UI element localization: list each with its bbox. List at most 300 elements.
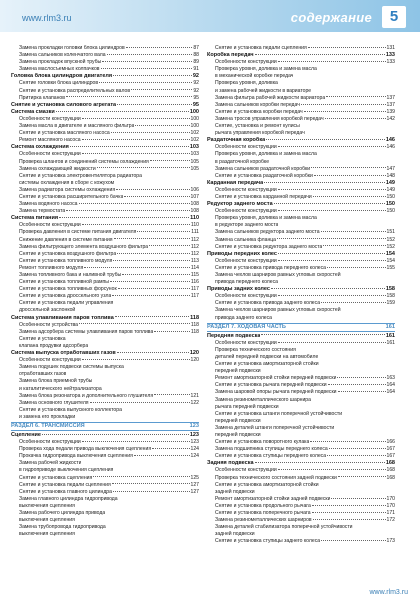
toc-entry[interactable] <box>207 517 395 524</box>
toc-entry[interactable] <box>11 187 199 194</box>
toc-entry[interactable] <box>207 496 395 503</box>
toc-entry[interactable] <box>11 80 199 87</box>
toc-entry[interactable] <box>207 446 395 453</box>
leader-dots <box>117 104 192 105</box>
leader-dots <box>124 196 189 197</box>
toc-entry-title: Замена шаровой опоры рычага передней подвески <box>215 389 337 396</box>
toc-entry[interactable] <box>11 503 199 510</box>
toc-entry-title: Ремонт масляного насоса <box>19 137 81 144</box>
toc-entry[interactable] <box>11 496 199 503</box>
leader-dots <box>118 288 190 289</box>
toc-entry-page: 147 <box>386 165 395 172</box>
toc-chapter[interactable] <box>207 286 395 293</box>
toc-entry[interactable] <box>207 123 395 130</box>
toc-entry[interactable] <box>207 354 395 361</box>
toc-entry-page: 168 <box>385 460 395 467</box>
toc-entry[interactable] <box>11 88 199 95</box>
toc-entry-title: Снятие головки блока цилиндров <box>19 80 99 87</box>
toc-entry-title: Раздаточная коробка <box>207 137 266 144</box>
toc-entry[interactable] <box>207 258 395 265</box>
leader-dots <box>274 203 385 204</box>
toc-entry[interactable] <box>207 397 395 404</box>
leader-dots <box>321 540 385 541</box>
toc-entry[interactable] <box>11 166 199 173</box>
toc-entry-title: Замена прокладки головки блока цилиндров <box>19 45 125 51</box>
toc-entry-page: 110 <box>190 215 199 222</box>
footer-url[interactable]: www.rlm3.ru <box>369 589 408 596</box>
leader-dots <box>135 125 189 126</box>
toc-entry[interactable] <box>11 293 199 300</box>
toc-entry-title: задней подвески <box>215 531 255 538</box>
toc-entry-page: 107 <box>190 193 199 200</box>
leader-dots <box>325 118 386 119</box>
toc-entry-title: в редукторе заднего моста <box>215 222 279 229</box>
toc-entry[interactable] <box>11 357 199 364</box>
toc-entry[interactable] <box>11 446 199 453</box>
toc-entry[interactable] <box>207 222 395 229</box>
toc-entry[interactable] <box>207 418 395 425</box>
toc-entry[interactable] <box>11 151 199 158</box>
toc-entry-title: Проверка уровня, доливка и замена масла <box>215 66 317 73</box>
toc-entry-title: и замена его прокладки <box>19 413 76 420</box>
toc-entry-title: Особенности конструкции <box>19 115 81 122</box>
toc-entry-page: 127 <box>190 488 199 495</box>
leader-dots <box>304 111 386 112</box>
toc-entry-page: 161 <box>386 339 395 346</box>
toc-entry[interactable] <box>207 389 395 396</box>
toc-entry[interactable] <box>11 322 199 329</box>
toc-entry[interactable] <box>11 66 199 73</box>
toc-entry[interactable] <box>11 489 199 496</box>
toc-entry[interactable] <box>207 382 395 389</box>
toc-entry-title: Карданная передача <box>207 179 264 186</box>
toc-chapter[interactable] <box>207 333 395 340</box>
toc-entry-title: Замена фильтра рабочей жидкости вариатора <box>215 94 326 101</box>
leader-dots <box>113 491 190 492</box>
toc-entry-page: 110 <box>190 222 199 229</box>
toc-entry[interactable] <box>207 361 395 368</box>
toc-entry[interactable] <box>207 166 395 173</box>
toc-entry[interactable] <box>11 272 199 279</box>
toc-entry[interactable] <box>207 45 395 52</box>
toc-entry-page: 112 <box>190 243 199 250</box>
toc-entry[interactable] <box>207 489 395 496</box>
toc-entry[interactable] <box>11 116 199 123</box>
toc-entry[interactable] <box>11 364 199 371</box>
toc-entry[interactable] <box>11 265 199 272</box>
toc-entry-title: РАЗДЕЛ 6. ТРАНСМИССИЯ <box>11 422 85 429</box>
toc-entry-title: Сцепление <box>11 431 41 438</box>
toc-entry[interactable] <box>11 222 199 229</box>
toc-entry-page: 158 <box>385 286 395 293</box>
toc-entry-title: Редуктор заднего моста <box>207 201 273 208</box>
leader-dots <box>278 189 386 190</box>
toc-entry-title: выключения сцепления <box>19 517 75 524</box>
toc-entry[interactable] <box>11 460 199 467</box>
toc-entry-title: Задняя подвеска <box>207 460 254 467</box>
toc-entry-page: 168 <box>386 474 395 481</box>
toc-entry-title: Замена трубопровода гидропривода <box>19 524 106 531</box>
toc-entry-page: 164 <box>386 389 395 396</box>
toc-entry-page: 123 <box>189 422 199 429</box>
leader-dots <box>338 391 386 392</box>
toc-entry[interactable] <box>207 531 395 538</box>
leader-dots <box>107 54 193 55</box>
toc-entry[interactable] <box>207 208 395 215</box>
toc-entry-page: 133 <box>386 59 395 66</box>
toc-entry-page: 118 <box>190 321 199 328</box>
toc-entry-title: Снятие и установка поперечного рычага <box>215 510 311 516</box>
toc-entry[interactable] <box>207 279 395 286</box>
toc-entry[interactable] <box>11 386 199 393</box>
toc-entry-title: Коробка передач <box>207 52 254 59</box>
toc-entry-page: 103 <box>189 144 199 151</box>
toc-entry[interactable] <box>207 80 395 87</box>
toc-entry-title: передней подвески <box>215 368 261 375</box>
toc-entry[interactable] <box>207 95 395 102</box>
toc-entry-page: 150 <box>385 201 395 208</box>
toc-chapter[interactable] <box>11 215 199 222</box>
toc-entry-page: 92 <box>193 80 199 87</box>
toc-entry-title: Снятие и установка рычага передней подвески <box>215 382 327 389</box>
toc-chapter[interactable] <box>207 460 395 467</box>
toc-entry-title: Снятие и установка топливного модуля <box>19 257 113 264</box>
toc-entry[interactable] <box>11 439 199 446</box>
leader-dots <box>112 483 190 484</box>
toc-entry-title: Проверка уровня, доливка <box>215 80 278 87</box>
toc-entry[interactable] <box>207 109 395 116</box>
toc-chapter[interactable] <box>11 102 199 109</box>
toc-entry[interactable] <box>11 180 199 187</box>
toc-entry-title: Приводы передних колес <box>207 250 277 257</box>
leader-dots <box>82 359 190 360</box>
toc-entry-page: 87 <box>193 45 199 51</box>
toc-entry-page: 120 <box>190 357 199 364</box>
toc-entry-title: Замена фильтрующего элемента воздушного фильтра <box>19 243 149 250</box>
toc-entry[interactable] <box>207 510 395 517</box>
toc-chapter[interactable] <box>11 350 199 357</box>
toc-entry-page: 89 <box>193 59 199 66</box>
toc-entry[interactable] <box>207 272 395 279</box>
toc-entry[interactable] <box>207 368 395 375</box>
toc-entry-page: 152 <box>386 236 395 243</box>
toc-entry[interactable] <box>11 95 199 102</box>
toc-entry-page: 133 <box>385 52 395 59</box>
toc-entry[interactable] <box>207 425 395 432</box>
toc-entry[interactable] <box>11 194 199 201</box>
toc-entry[interactable] <box>207 59 395 66</box>
toc-entry-page: 112 <box>190 250 199 257</box>
toc-entry-title: Замена тросов управления коробкой передач <box>215 115 324 122</box>
toc-entry-title: Притирка клапанов <box>19 94 65 101</box>
toc-entry[interactable] <box>11 343 199 350</box>
toc-entry[interactable] <box>11 52 199 59</box>
toc-entry-title: Снятие и установка топливной рампы <box>19 279 109 286</box>
toc-entry[interactable] <box>11 159 199 166</box>
toc-entry[interactable] <box>207 340 395 347</box>
toc-entry[interactable] <box>207 116 395 123</box>
toc-entry-title: в механической коробке передач <box>215 73 294 80</box>
leader-dots <box>42 434 189 435</box>
toc-entry-title: Особенности конструкции <box>215 144 277 151</box>
leader-dots <box>137 231 190 232</box>
site-url[interactable]: www.rlm3.ru <box>22 13 72 23</box>
toc-chapter[interactable] <box>11 144 199 151</box>
toc-entry[interactable] <box>207 307 395 314</box>
leader-dots <box>82 224 190 225</box>
toc-entry-title: Особенности конструкции <box>215 467 277 474</box>
toc-entry[interactable] <box>207 102 395 109</box>
leader-dots <box>56 111 189 112</box>
toc-entry[interactable] <box>207 215 395 222</box>
toc-entry[interactable] <box>11 45 199 52</box>
toc-entry[interactable] <box>207 229 395 236</box>
leader-dots <box>321 231 386 232</box>
toc-entry-page: 111 <box>191 229 199 236</box>
toc-entry[interactable] <box>207 144 395 151</box>
toc-entry-title: Замена подшипника ступицы переднего колеса <box>215 446 328 453</box>
leader-dots <box>113 75 192 76</box>
toc-entry[interactable] <box>207 475 395 482</box>
toc-entry-title: Снятие и установка силового агрегата <box>11 101 117 108</box>
toc-entry-title: и каталитического нейтрализатора <box>19 385 102 392</box>
toc-entry[interactable] <box>207 432 395 439</box>
toc-part-heading[interactable] <box>11 422 199 431</box>
toc-entry-title: привода переднего колеса <box>215 279 278 286</box>
toc-entry-title: Замена маслосъемных колпачков <box>19 66 100 73</box>
toc-entry[interactable] <box>11 407 199 414</box>
leader-dots <box>149 245 190 246</box>
leader-dots <box>79 323 190 324</box>
toc-entry[interactable] <box>207 151 395 158</box>
toc-entry[interactable] <box>207 503 395 510</box>
toc-entry[interactable] <box>207 244 395 251</box>
toc-entry[interactable] <box>11 517 199 524</box>
toc-entry-title: Снятие и установка педали сцепления <box>215 45 307 51</box>
toc-entry-title: Особенности конструкции <box>19 151 81 158</box>
toc-entry[interactable] <box>11 286 199 293</box>
toc-entry-title: передней подвески <box>215 431 261 438</box>
toc-entry[interactable] <box>11 137 199 144</box>
toc-entry[interactable] <box>207 73 395 80</box>
toc-entry[interactable] <box>207 237 395 244</box>
leader-dots <box>310 441 385 442</box>
toc-right-column <box>207 45 395 545</box>
toc-entry-page: 150 <box>386 208 395 215</box>
toc-entry-title: Замена чехлов шарниров равных угловых скоростей <box>215 307 341 314</box>
toc-entry-title: Снятие и установка амортизаторной стойки <box>215 481 319 488</box>
toc-entry-title: Особенности конструкции <box>215 293 277 300</box>
toc-entry[interactable] <box>207 173 395 180</box>
toc-entry-title: Замена подушек подвески системы выпуска <box>19 364 124 371</box>
toc-entry[interactable] <box>207 467 395 474</box>
toc-chapter[interactable] <box>11 432 199 439</box>
toc-entry-page: 159 <box>386 300 395 307</box>
toc-entry-title: Снятие и установка расширительного бачка <box>19 193 124 200</box>
toc-entry-title: Замена сальников коленчатого вала <box>19 52 106 59</box>
toc-entry-title: отработавших газов <box>19 371 67 378</box>
toc-entry-title: Снятие и установка распределительных валов <box>19 87 131 94</box>
toc-entry-page: 146 <box>385 137 395 144</box>
toc-entry-title: Проверка технического состояния <box>215 346 296 353</box>
toc-entry-page: 131 <box>386 45 395 51</box>
toc-entry[interactable] <box>207 404 395 411</box>
toc-entry[interactable] <box>207 130 395 137</box>
toc-entry-title: Снятие и установка дроссельного узла <box>19 293 112 300</box>
toc-entry-page: 124 <box>190 453 199 460</box>
toc-entry[interactable] <box>207 66 395 73</box>
toc-entry[interactable] <box>11 130 199 137</box>
toc-entry[interactable] <box>11 475 199 482</box>
toc-entry-title: Передняя подвеска <box>207 332 261 339</box>
leader-dots <box>314 175 386 176</box>
toc-entry-title: Прокачка гидропривода выключения сцепления <box>19 453 133 460</box>
toc-entry-title: Особенности конструкции <box>19 357 81 364</box>
leader-dots <box>99 82 192 83</box>
toc-entry-title: Особенности конструкции <box>215 339 277 346</box>
toc-entry-title: Снятие и установка топливных форсунок <box>19 286 117 293</box>
toc-entry-page: 164 <box>386 382 395 389</box>
leader-dots <box>266 139 385 140</box>
toc-entry[interactable] <box>11 279 199 286</box>
toc-chapter[interactable] <box>11 73 199 80</box>
leader-dots <box>113 260 189 261</box>
toc-entry[interactable] <box>207 439 395 446</box>
toc-entry-title: Замена блока резонатора и дополнительного глушителя <box>19 392 154 399</box>
toc-entry-title: Замена резинометаллических шарниров <box>215 517 312 524</box>
toc-entry[interactable] <box>207 482 395 489</box>
toc-entry-page: 100 <box>190 115 199 122</box>
toc-entry[interactable] <box>11 336 199 343</box>
toc-chapter[interactable] <box>207 251 395 258</box>
toc-part-heading[interactable] <box>207 323 395 332</box>
leader-dots <box>126 47 193 48</box>
toc-entry[interactable] <box>11 453 199 460</box>
toc-entry-title: дроссельной заслонкой <box>19 307 76 314</box>
toc-entry-title: Замена охлаждающей жидкости <box>19 165 96 172</box>
toc-entry-title: Замена масла в двигателе и масляного фильтра <box>19 123 135 130</box>
toc-chapter[interactable] <box>207 201 395 208</box>
toc-entry[interactable] <box>207 300 395 307</box>
toc-entry[interactable] <box>11 393 199 400</box>
leader-dots <box>82 441 190 442</box>
toc-entry-title: Замена сальников редуктора заднего моста <box>215 229 320 236</box>
toc-entry-page: 171 <box>386 510 395 516</box>
toc-chapter[interactable] <box>207 137 395 144</box>
leader-dots <box>90 402 190 403</box>
toc-entry[interactable] <box>11 482 199 489</box>
toc-entry[interactable] <box>11 201 199 208</box>
toc-entry[interactable] <box>11 300 199 307</box>
toc-entry-page: 170 <box>386 502 395 509</box>
toc-entry-title: Замена прокладок впускной трубы <box>19 59 102 66</box>
leader-dots <box>278 146 386 147</box>
toc-entry[interactable] <box>207 265 395 272</box>
toc-entry[interactable] <box>11 251 199 258</box>
toc-entry[interactable] <box>207 375 395 382</box>
toc-entry[interactable] <box>207 293 395 300</box>
toc-entry-page: 117 <box>190 286 199 293</box>
toc-entry[interactable] <box>11 400 199 407</box>
toc-entry[interactable] <box>11 371 199 378</box>
toc-entry[interactable] <box>207 194 395 201</box>
toc-entry-page: 154 <box>386 257 395 264</box>
toc-entry-title: Особенности конструкции <box>215 186 277 193</box>
toc-entry[interactable] <box>11 467 199 474</box>
toc-entry[interactable] <box>11 237 199 244</box>
toc-entry[interactable] <box>207 524 395 531</box>
toc-entry[interactable] <box>11 229 199 236</box>
leader-dots <box>326 96 385 97</box>
toc-entry[interactable] <box>11 378 199 385</box>
toc-entry-page: 100 <box>189 108 199 115</box>
toc-chapter[interactable] <box>207 52 395 59</box>
toc-entry-title: Снятие и установка редуктора заднего моста <box>215 243 323 250</box>
toc-entry[interactable] <box>207 538 395 545</box>
toc-entry-page: 105 <box>190 165 199 172</box>
toc-entry[interactable] <box>11 208 199 215</box>
toc-entry[interactable] <box>207 88 395 95</box>
toc-entry-title: и замена рабочей жидкости в вариаторе <box>215 87 312 94</box>
toc-entry[interactable] <box>11 524 199 531</box>
toc-entry-title: Проверка уровня, доливка и замена масла <box>215 215 317 222</box>
toc-entry-title: Снятие и установка штанги поперечной устойчивости <box>215 410 343 417</box>
toc-entry[interactable] <box>207 159 395 166</box>
leader-dots <box>278 342 386 343</box>
toc-entry[interactable] <box>207 411 395 418</box>
leader-dots <box>82 153 190 154</box>
leader-dots <box>278 469 386 470</box>
toc-entry[interactable] <box>11 173 199 180</box>
toc-chapter[interactable] <box>207 180 395 187</box>
toc-entry[interactable] <box>11 244 199 251</box>
toc-entry[interactable] <box>207 315 395 322</box>
toc-entry-title: Замена топливного бака и наливной трубы <box>19 272 122 278</box>
toc-entry-title: Снижение давления в системе питания <box>19 236 113 243</box>
leader-dots <box>117 253 190 254</box>
toc-entry-title: привода заднего колеса <box>215 314 272 321</box>
leader-dots <box>278 253 385 254</box>
toc-entry[interactable] <box>11 414 199 421</box>
toc-entry-title: Замена сальников раздаточной коробки <box>215 165 311 172</box>
leader-dots <box>93 476 189 477</box>
toc-entry-title: рычага управления коробкой передач <box>215 130 305 137</box>
leader-dots <box>277 238 385 239</box>
toc-entry[interactable] <box>207 187 395 194</box>
toc-entry-page: 95 <box>193 94 199 101</box>
toc-entry[interactable] <box>207 347 395 354</box>
toc-entry[interactable] <box>11 307 199 314</box>
toc-chapter[interactable] <box>11 315 199 322</box>
toc-entry[interactable] <box>11 123 199 130</box>
toc-entry-title: Проверка технического состояния задней подвески <box>215 474 337 481</box>
toc-chapter[interactable] <box>11 109 199 116</box>
leader-dots <box>255 54 385 55</box>
toc-entry-page: 172 <box>386 517 395 524</box>
toc-entry-title: РАЗДЕЛ 7. ХОДОВАЯ ЧАСТЬ <box>207 323 286 330</box>
toc-entry-title: Замена основного глушителя <box>19 399 89 406</box>
toc-entry[interactable] <box>11 510 199 517</box>
toc-entry[interactable] <box>11 59 199 66</box>
leader-dots <box>110 281 190 282</box>
leader-dots <box>261 334 384 335</box>
leader-dots <box>278 210 386 211</box>
toc-entry[interactable] <box>11 531 199 538</box>
toc-entry[interactable] <box>207 453 395 460</box>
toc-entry[interactable] <box>11 258 199 265</box>
toc-entry[interactable] <box>11 329 199 336</box>
toc-entry-page: 170 <box>386 495 395 502</box>
